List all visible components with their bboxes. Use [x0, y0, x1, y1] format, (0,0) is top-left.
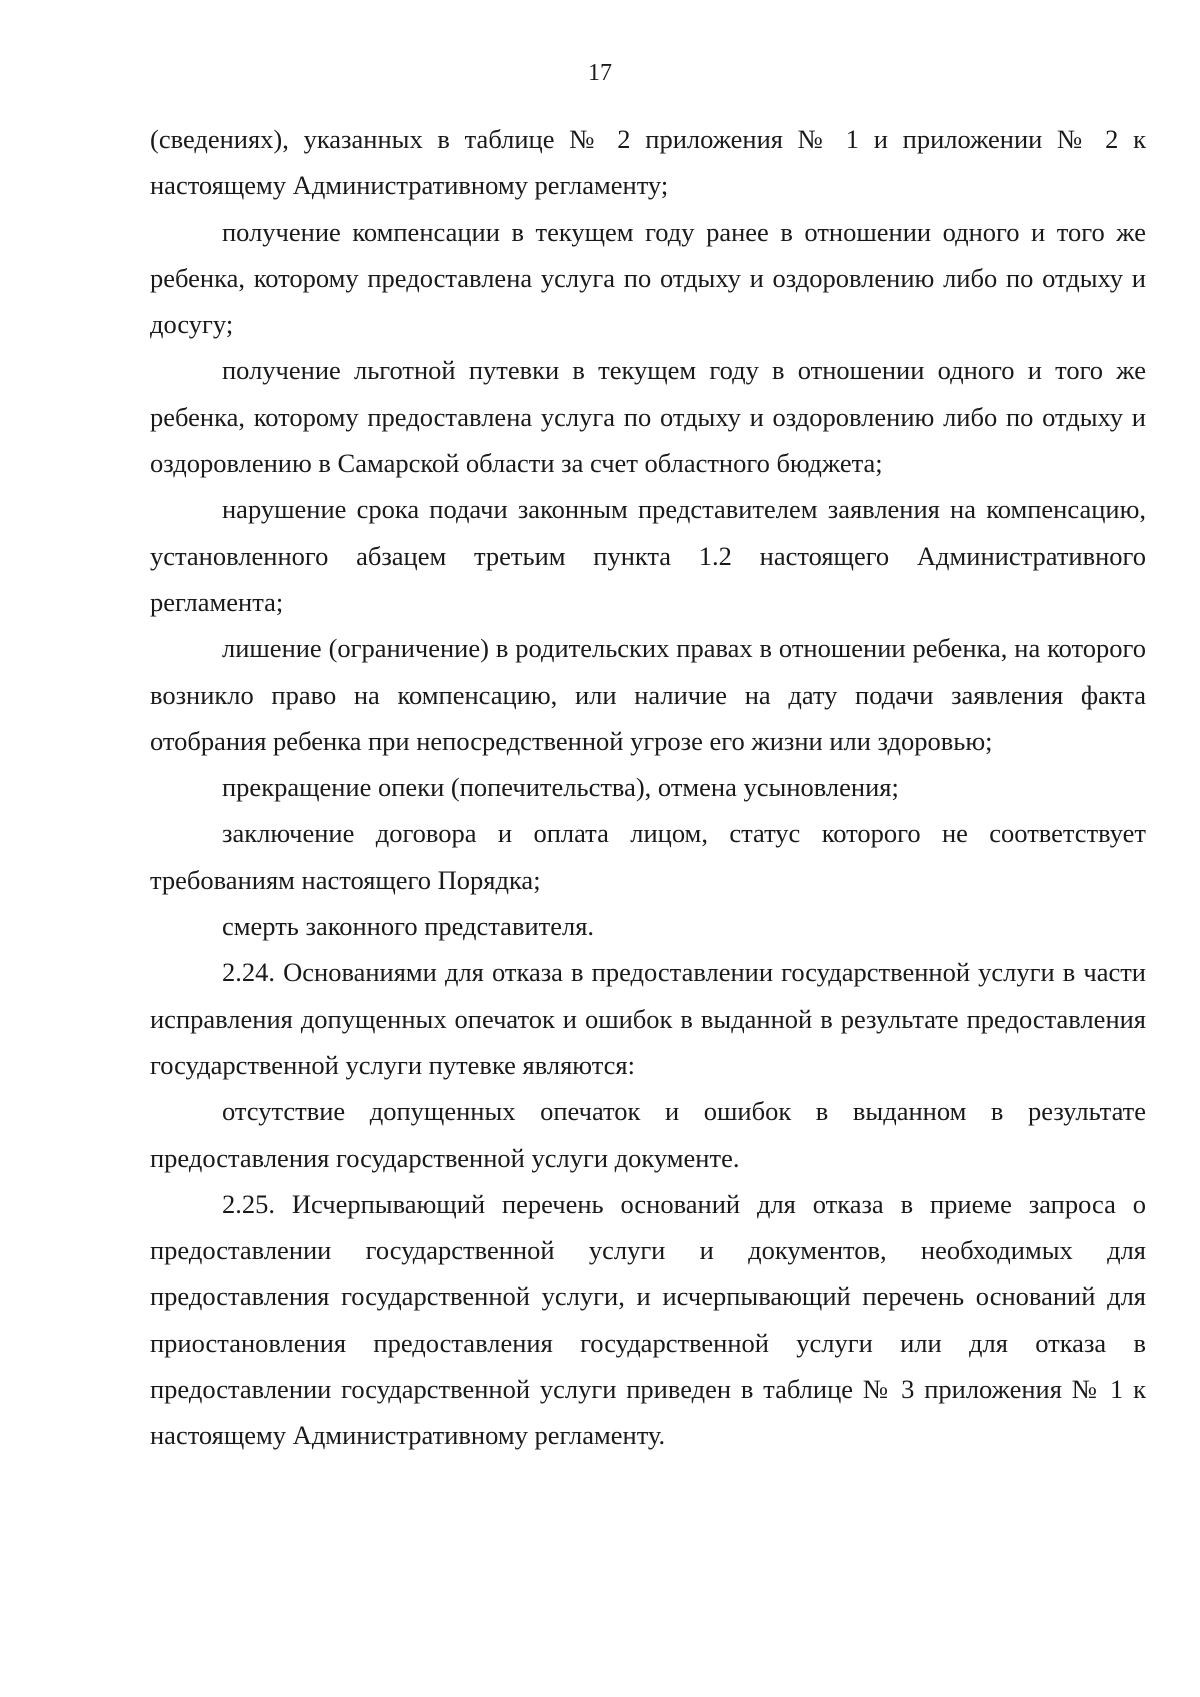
document-body	[150, 116, 1146, 1459]
paragraph-2-24: 2.24. Основаниями для отказа в предоставлении государственной услуги в части исправления допущенных опечаток и ошибок в выданной в результате предоставления государственной услуги путевке являются:	[150, 957, 1146, 1080]
paragraph-2-25: 2.25. Исчерпывающий перечень оснований для отказа в приеме запроса о предоставлении государственной услуги и документов, необходимых для предоставления государственной услуги, и исчерпывающий перечень оснований для приостановления предоставления государственной услуги или для отказа в предоставлении государственной услуги приведен в таблице № 3 приложения № 1 к настоящему Административному регламенту.	[150, 1188, 1146, 1451]
paragraph-guardianship-termination: прекращение опеки (попечительства), отмена усыновления;	[222, 772, 899, 803]
paragraph-representative-death: смерть законного представителя.	[222, 911, 595, 942]
paragraph-compensation-received: получение компенсации в текущем году ранее в отношении одного и того же ребенка, которому предоставлена услуга по отдыху и оздоровлению либо по отдыху и досугу;	[150, 216, 1146, 340]
paragraph-deadline-violation: нарушение срока подачи законным представителем заявления на компенсацию, установленного абзацем третьим пункта 1.2 настоящего Административного регламента;	[150, 494, 1146, 617]
paragraph-preferential-voucher: получение льготной путевки в текущем году в отношении одного и того же ребенка, которому предоставлена услуга по отдыху и оздоровлению либо по отдыху и оздоровлению в Самарской области за счет областного бюджета;	[150, 355, 1146, 479]
page-number: 17	[588, 60, 612, 86]
paragraph-contract-status: заключение договора и оплата лицом, статус которого не соответствует требованиям настоящего Порядка;	[150, 818, 1146, 895]
paragraph-parental-rights: лишение (ограничение) в родительских правах в отношении ребенка, на которого возникло право на компенсацию, или наличие на дату подачи заявления факта отобрания ребенка при непосредственной угрозе его жизни или здоровью;	[150, 633, 1146, 756]
paragraph-no-typos: отсутствие допущенных опечаток и ошибок в выданном в результате предоставления государственной услуги документе.	[150, 1096, 1146, 1173]
paragraph-continuation: (сведениях), указанных в таблице № 2 приложения № 1 и приложении № 2 к настоящему Административному регламенту;	[150, 124, 1146, 201]
